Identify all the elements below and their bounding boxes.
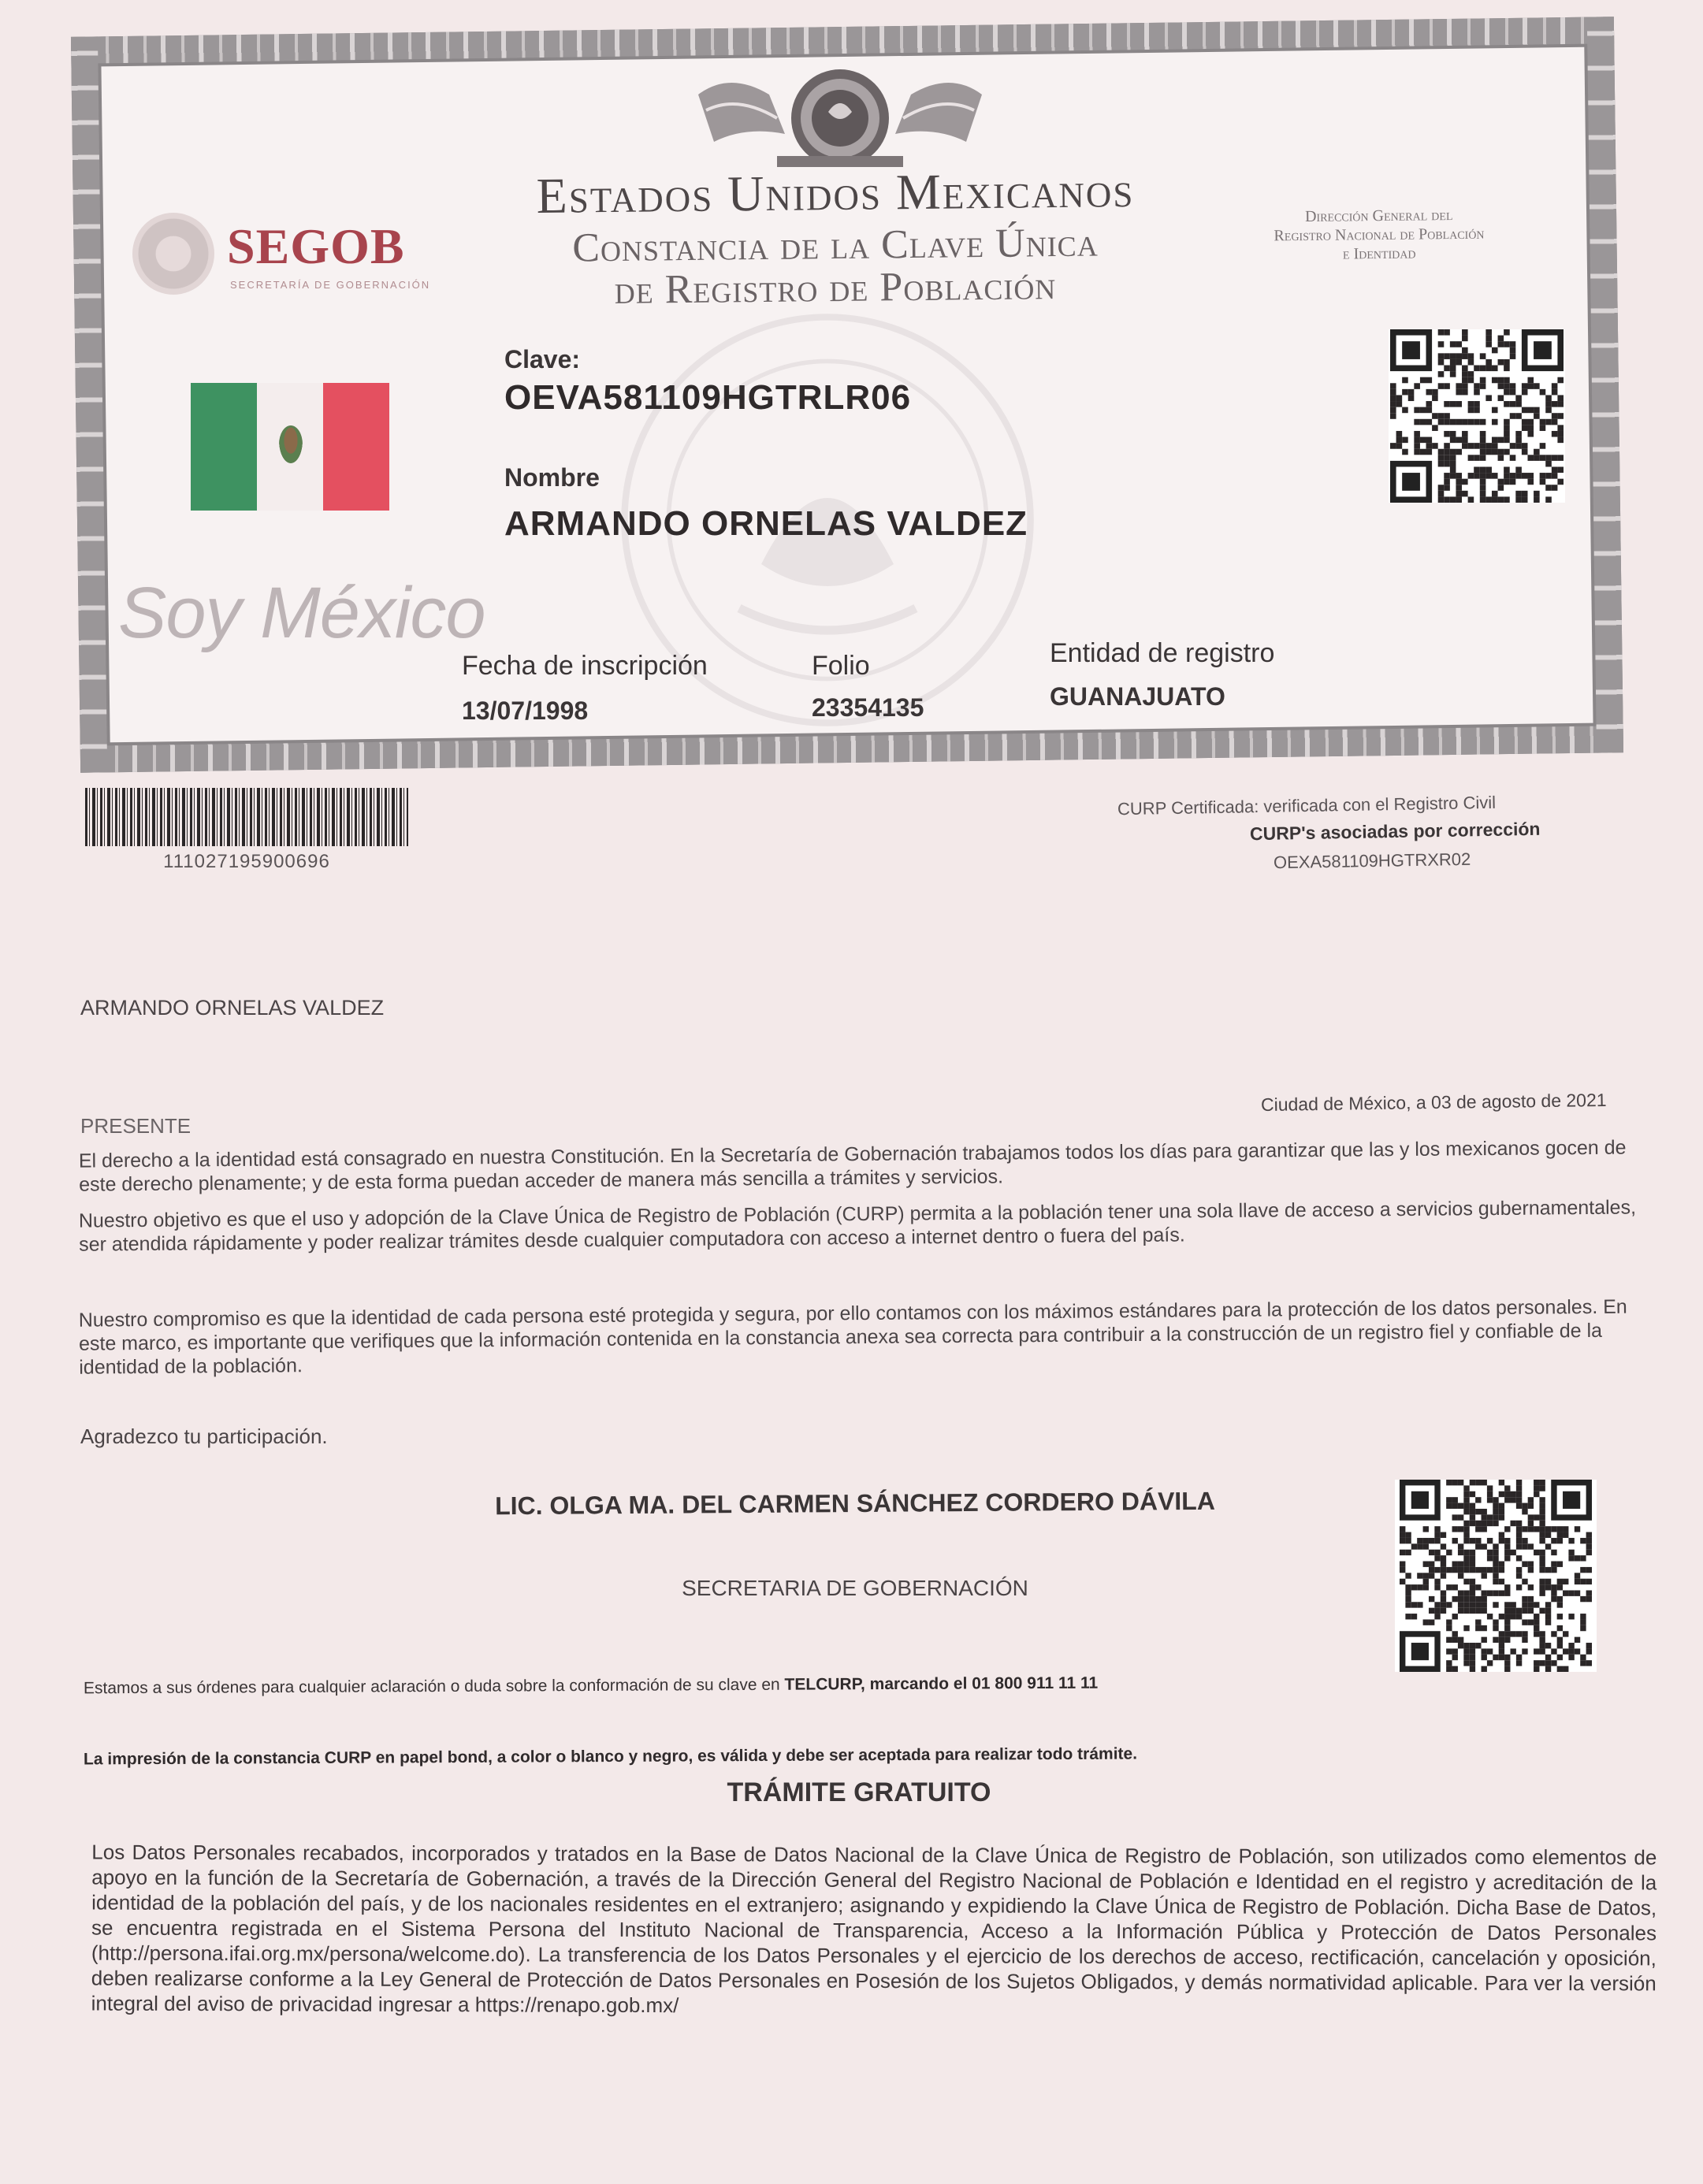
- letter-recipient: ARMANDO ORNELAS VALDEZ: [80, 996, 385, 1020]
- document-subtitle-line1: Constancia de la Clave Única: [572, 220, 1099, 271]
- segob-logo-subtitle: SECRETARÍA DE GOBERNACIÓN: [230, 279, 431, 291]
- slogan: Soy México: [118, 573, 485, 653]
- segob-logo-text: SEGOB: [227, 218, 405, 274]
- document-title: Estados Unidos Mexicanos: [536, 162, 1135, 224]
- agency-line1: Dirección General del: [1304, 206, 1453, 225]
- segob-seal-icon: [132, 213, 214, 295]
- nombre-value: ARMANDO ORNELAS VALDEZ: [504, 504, 1028, 543]
- letter-greeting: PRESENTE: [80, 1114, 191, 1138]
- segob-logo: [132, 213, 471, 307]
- telcurp-phone: TELCURP, marcando el 01 800 911 11 11: [784, 1673, 1099, 1694]
- free-procedure-heading: TRÁMITE GRATUITO: [727, 1777, 991, 1807]
- barcode-icon: [85, 788, 408, 846]
- print-validity-notice: La impresión de la constancia CURP en papel bond, a color o blanco y negro, es válida y debe ser aceptada para realizar todo trámite.: [83, 1744, 1138, 1769]
- folio-label: Folio: [812, 651, 870, 681]
- issuing-agency: [1206, 205, 1553, 266]
- agency-line2: Registro Nacional de Población: [1274, 225, 1485, 245]
- letter-paragraph-1: El derecho a la identidad está consagrado en nuestra Constitución. En la Secretaría de Gobernación trabajamos todos los días para garantizar que las y los mexicanos gocen de este derecho plenamente; y de esta forma puedan acceder de manera más sencilla a trámites y servicios.: [78, 1136, 1627, 1196]
- curp-associated-value: OEXA581109HGTRXR02: [1273, 849, 1471, 873]
- telcurp-text: Estamos a sus órdenes para cualquier aclaración o duda sobre la conformación de su clave en: [83, 1675, 780, 1698]
- telcurp-notice: [84, 1674, 1098, 1699]
- fecha-inscripcion-value: 13/07/1998: [462, 696, 589, 725]
- qr-code-icon: [1389, 329, 1565, 503]
- signer-title: SECRETARIA DE GOBERNACIÓN: [682, 1576, 1028, 1600]
- fecha-inscripcion-label: Fecha de inscripción: [462, 651, 708, 681]
- barcode-number: 111027195900696: [163, 851, 330, 872]
- clave-value: OEVA581109HGTRLR06: [504, 378, 912, 417]
- agency-line3: e Identidad: [1342, 244, 1416, 263]
- curp-associated-label: CURP's asociadas por corrección: [1249, 818, 1541, 845]
- entidad-registro-label: Entidad de registro: [1050, 638, 1275, 668]
- letter-paragraph-2: Nuestro objetivo es que el uso y adopción de la Clave Única de Registro de Población (CURP) permita a la población tener una sola llave de acceso a servicios gubernamentales, ser atendida rápidamente y poder realizar trámites desde cualquier computadora con acceso a internet dentro o fuera del país.: [78, 1196, 1637, 1256]
- entidad-registro-value: GUANAJUATO: [1050, 682, 1225, 711]
- letter-paragraph-3: Nuestro compromiso es que la identidad de cada persona esté protegida y segura, por ello contamos con los máximos estándares para la protección de los datos personales. En este marco, es importante que verifiques que la información contenida en la constancia anexa sea correcta para contribuir a la construcción de un registro fiel y confiable de la identidad de la población.: [78, 1295, 1627, 1379]
- signer-name: LIC. OLGA MA. DEL CARMEN SÁNCHEZ CORDERO DÁVILA: [494, 1486, 1216, 1521]
- mexican-flag-icon: [191, 383, 389, 511]
- letter-date: Ciudad de México, a 03 de agosto de 2021: [1260, 1089, 1607, 1116]
- document-subtitle-line2: de Registro de Población: [614, 263, 1057, 313]
- nombre-label: Nombre: [504, 463, 600, 492]
- letter-closing: Agradezco tu participación.: [80, 1424, 328, 1448]
- clave-label: Clave:: [504, 345, 581, 373]
- curp-certification-status: CURP Certificada: verificada con el Registro Civil: [1117, 792, 1497, 819]
- folio-value: 23354135: [812, 693, 924, 722]
- privacy-notice: Los Datos Personales recabados, incorporados y tratados en la Base de Datos Nacional de la Clave Única de Registro de Población, son utilizados como elementos de apoyo en la función de la Secretaría de Gobernación, a través de la Dirección General del Registro Nacional de Población e Identidad en el registro y acreditación de la identidad de la población del país, y de los nacionales residentes en el extranjero; asignando y expidiendo la Clave Única de Registro de Población. Dicha Base de Datos, se encuentra registrada en el Sistema Persona del Instituto Nacional de Transparencia, Acceso a la Información Pública y Protección de Datos Personales (http://persona.ifai.org.mx/persona/welcome.do). La transferencia de los Datos Personales y el ejercicio de los derechos de acceso, rectificación, cancelación y oposición, deben realizarse conforme a la Ley General de Protección de Datos Personales en Posesión de los Sujetos Obligados, y demás normatividad aplicable. Para ver la versión integral del aviso de privacidad ingresar a https://renapo.gob.mx/: [91, 1840, 1657, 2018]
- mexican-coat-of-arms-icon: [682, 63, 998, 173]
- qr-code-icon: [1395, 1480, 1597, 1672]
